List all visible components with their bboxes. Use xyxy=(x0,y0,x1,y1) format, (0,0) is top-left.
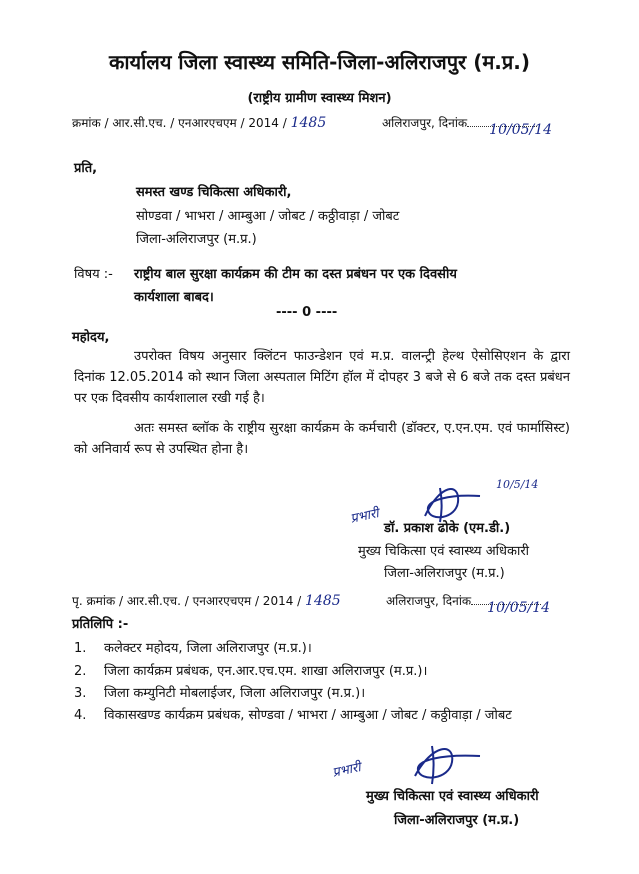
copy-item-number: 2. xyxy=(74,664,87,679)
copy-item-text: जिला कार्यक्रम प्रबंधक, एन.आर.एच.एम. शाखा अलिराजपुर (म.प्र.)। xyxy=(104,664,428,679)
body-paragraph-2: अतः समस्त ब्लॉक के राष्ट्रीय सुरक्षा कार्यक्रम के कर्मचारी (डॉक्टर, ए.एन.एम. एवं फार्मासिस्ट) को अनिवार्य रूप से उपस्थित होना है। xyxy=(74,421,570,457)
copy-label: प्रतिलिपि :- xyxy=(72,617,129,632)
copy-reference-number: 1485 xyxy=(305,593,341,609)
subject-line-2: कार्यशाला बाबद। xyxy=(134,290,214,305)
to-label: प्रति, xyxy=(74,161,98,176)
copy-list-item xyxy=(74,638,312,656)
body-paragraph-1: उपरोक्त विषय अनुसार क्लिंटन फाउन्डेशन एवं म.प्र. वालन्ट्री हेल्थ ऐसोसिएशन के द्वारा दिनांक 12.05.2014 को स्थान जिला अस्पताल मिटिंग हॉल में दोपहर 3 बजे से 6 बजे तक दस्त प्रबंधन पर एक दिवसीय कार्यशालाल रखी गई है। xyxy=(74,349,570,406)
signature-1-stamp: प्रभारी xyxy=(349,506,381,527)
signature-2-stamp: प्रभारी xyxy=(331,760,363,781)
signature-2-place: जिला-अलिराजपुर (म.प्र.) xyxy=(394,813,520,828)
reference-line xyxy=(72,114,326,131)
place-date xyxy=(382,114,553,138)
copy-list-item xyxy=(74,661,427,679)
signature-1-date: 10/5/14 xyxy=(496,478,539,491)
copy-item-number: 4. xyxy=(74,708,87,723)
recipient-line-1: समस्त खण्ड चिकित्सा अधिकारी, xyxy=(136,185,292,200)
copy-item-text: जिला कम्युनिटी मोबलाईजर, जिला अलिराजपुर (म.प्र.)। xyxy=(104,686,366,701)
subject-line-1: राष्ट्रीय बाल सुरक्षा कार्यक्रम की टीम का दस्त प्रबंधन पर एक दिवसीय xyxy=(134,267,457,282)
copy-reference-line xyxy=(72,592,341,609)
subject-label: विषय :- xyxy=(74,267,113,282)
subject-separator: ---- 0 ---- xyxy=(276,305,338,320)
date-handwritten: 10/05/14 xyxy=(489,122,553,138)
copy-item-text: कलेक्टर महोदय, जिला अलिराजपुर (म.प्र.)। xyxy=(104,641,312,656)
office-title: कार्यालय जिला स्वास्थ्य समिति-जिला-अलिराजपुर (म.प्र.) xyxy=(108,50,531,74)
signatory-designation: मुख्य चिकित्सा एवं स्वास्थ्य अधिकारी xyxy=(358,544,530,559)
copy-item-number: 1. xyxy=(74,641,87,656)
signatory-name: डॉ. प्रकाश ढोके (एम.डी.) xyxy=(384,521,511,536)
office-subtitle: (राष्ट्रीय ग्रामीण स्वास्थ्य मिशन) xyxy=(247,91,392,106)
copy-item-number: 3. xyxy=(74,686,87,701)
copy-item-text: विकासखण्ड कार्यक्रम प्रबंधक, सोण्डवा / भाभरा / आम्बुआ / जोबट / कठ्ठीवाड़ा / जोबट xyxy=(104,708,512,723)
place-date-label: अलिराजपुर, दिनांक xyxy=(382,116,468,130)
copy-place-date xyxy=(386,592,551,616)
copy-date-handwritten: 10/05/14 xyxy=(487,600,551,616)
reference-prefix: क्रमांक / आर.सी.एच. / एनआरएचएम / 2014 / xyxy=(72,116,287,130)
copy-place-date-label: अलिराजपुर, दिनांक xyxy=(386,594,472,608)
recipient-line-3: जिला-अलिराजपुर (म.प्र.) xyxy=(136,232,257,247)
copy-reference-prefix: पृ. क्रमांक / आर.सी.एच. / एनआरएचएम / 2014 / xyxy=(72,594,302,608)
signature-2-designation: मुख्य चिकित्सा एवं स्वास्थ्य अधिकारी xyxy=(366,789,539,804)
signatory-place: जिला-अलिराजपुर (म.प्र.) xyxy=(384,566,505,581)
recipient-line-2: सोण्डवा / भाभरा / आम्बुआ / जोबट / कठ्ठीवाड़ा / जोबट xyxy=(136,209,400,224)
copy-list-item xyxy=(74,683,365,701)
salutation: महोदय, xyxy=(72,330,110,345)
copy-list-item xyxy=(74,705,512,723)
reference-number: 1485 xyxy=(290,115,327,131)
